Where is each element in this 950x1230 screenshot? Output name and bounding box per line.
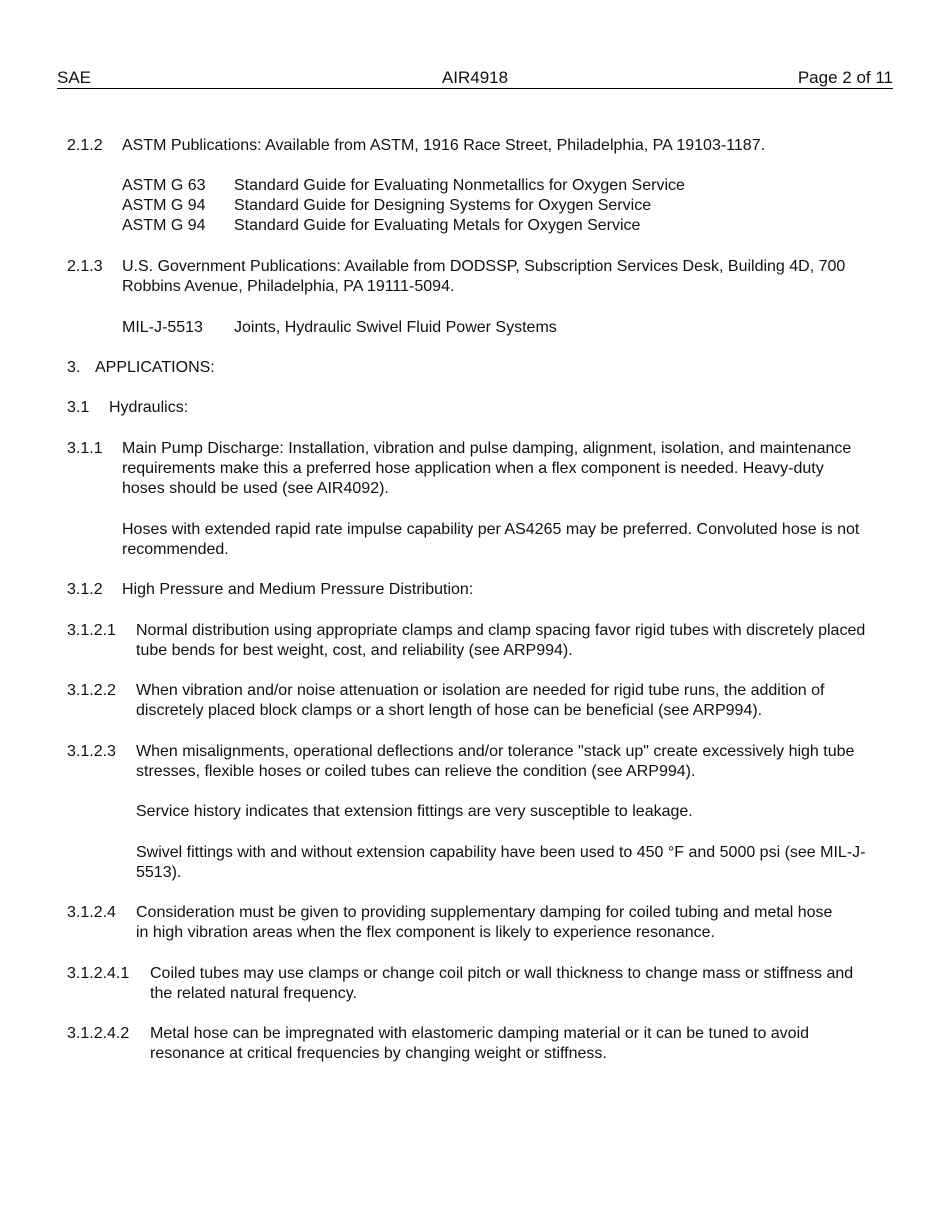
reference-title: Standard Guide for Evaluating Metals for Oxygen Service xyxy=(234,217,641,234)
section-heading-3: APPLICATIONS: xyxy=(95,359,215,376)
section-number-3-1-2: 3.1.2 xyxy=(67,581,103,598)
section-paragraph: Swivel fittings with and without extension capability have been used to 450 °F and 5000 psi (see MIL-J-5513). xyxy=(136,844,866,881)
section-paragraph: Metal hose can be impregnated with elastomeric damping material or it can be tuned to avoid resonance at critical frequencies by changing weight or stiffness. xyxy=(150,1025,810,1062)
page-header xyxy=(57,68,893,89)
reference-row xyxy=(122,196,651,216)
section-paragraph: Hoses with extended rapid rate impulse capability per AS4265 may be preferred. Convoluted hose is not recommended. xyxy=(122,521,860,558)
section-number-2-1-3: 2.1.3 xyxy=(67,258,103,275)
reference-row xyxy=(122,318,557,338)
section-number-3-1-2-2: 3.1.2.2 xyxy=(67,682,116,699)
section-paragraph: Coiled tubes may use clamps or change coil pitch or wall thickness to change mass or stiffness and the related natural frequency. xyxy=(150,965,854,1002)
reference-title: Joints, Hydraulic Swivel Fluid Power Systems xyxy=(234,319,557,336)
section-number-3-1-2-4-1: 3.1.2.4.1 xyxy=(67,965,130,982)
section-heading-3-1-2: High Pressure and Medium Pressure Distribution: xyxy=(122,581,474,598)
section-number-2-1-2: 2.1.2 xyxy=(67,137,103,154)
reference-row xyxy=(122,176,685,196)
reference-code: ASTM G 94 xyxy=(122,197,206,214)
header-doc-number: AIR4918 xyxy=(441,68,509,87)
section-number-3-1-2-4: 3.1.2.4 xyxy=(67,904,116,921)
header-org: SAE xyxy=(57,68,92,87)
reference-code: MIL-J-5513 xyxy=(122,319,203,336)
reference-row xyxy=(122,216,640,236)
section-number-3-1-2-1: 3.1.2.1 xyxy=(67,622,116,639)
section-paragraph: Consideration must be given to providing supplementary damping for coiled tubing and metal hose in high vibration areas when the flex component is likely to experience resonance. xyxy=(136,904,833,941)
reference-code: ASTM G 63 xyxy=(122,177,206,194)
section-text-2-1-2: ASTM Publications: Available from ASTM, 1916 Race Street, Philadelphia, PA 19103-1187. xyxy=(122,137,766,154)
section-paragraph: Service history indicates that extension fittings are very susceptible to leakage. xyxy=(136,803,693,820)
section-number-3-1-1: 3.1.1 xyxy=(67,440,103,457)
section-paragraph: When vibration and/or noise attenuation or isolation are needed for rigid tube runs, the addition of discretely placed block clamps or a short length of hose can be beneficial (see ARP994). xyxy=(136,682,825,719)
header-page-number: Page 2 of 11 xyxy=(797,68,893,87)
reference-title: Standard Guide for Evaluating Nonmetallics for Oxygen Service xyxy=(234,177,685,194)
section-heading-3-1: Hydraulics: xyxy=(109,399,189,416)
section-number-3: 3. xyxy=(67,359,81,376)
section-number-3-1: 3.1 xyxy=(67,399,90,416)
section-text-2-1-3: U.S. Government Publications: Available from DODSSP, Subscription Services Desk, Building 4D, 700 Robbins Avenue, Philadelphia, PA 19111-5094. xyxy=(122,258,846,295)
section-number-3-1-2-4-2: 3.1.2.4.2 xyxy=(67,1025,130,1042)
reference-code: ASTM G 94 xyxy=(122,217,206,234)
section-number-3-1-2-3: 3.1.2.3 xyxy=(67,743,116,760)
section-paragraph: When misalignments, operational deflections and/or tolerance "stack up" create excessively high tube stresses, flexible hoses or coiled tubes can relieve the condition (see ARP994). xyxy=(136,743,855,780)
reference-title: Standard Guide for Designing Systems for Oxygen Service xyxy=(234,197,652,214)
section-paragraph: Main Pump Discharge: Installation, vibration and pulse damping, alignment, isolation, and maintenance requirements make this a preferred hose application when a flex component is needed. Heavy-duty hoses should be used (see AIR4092). xyxy=(122,440,852,497)
section-paragraph: Normal distribution using appropriate clamps and clamp spacing favor rigid tubes with discretely placed tube bends for best weight, cost, and reliability (see ARP994). xyxy=(136,622,866,659)
